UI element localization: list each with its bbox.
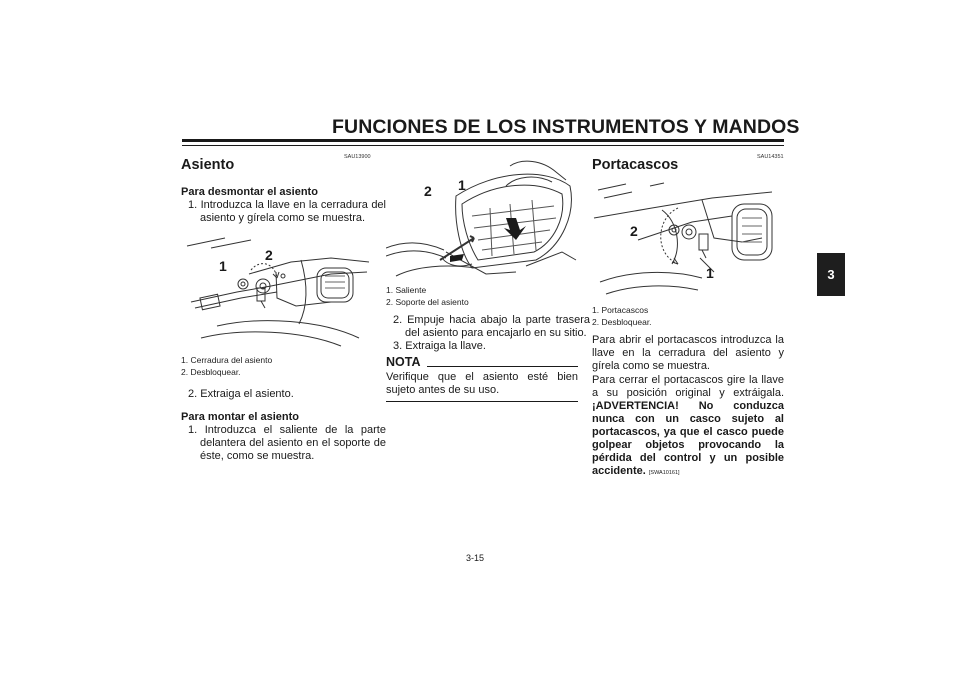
section-title-portacascos: Portacascos	[592, 157, 679, 173]
page-number: 3-15	[466, 553, 485, 563]
step-insert-key: 1. Introduzca la llave en la cerradura del asiento y gírela como se muestra.	[188, 199, 386, 224]
step-remove-seat: 2. Extraiga el asiento.	[188, 388, 294, 400]
paragraph-close-holder: Para cerrar el portacascos gire la llave a su posición original y extráigala.	[592, 374, 784, 399]
subheading-remove-seat: Para desmontar el asiento	[181, 186, 318, 198]
section-code-asiento: SAU13900	[344, 154, 371, 160]
figure-seat-mount	[386, 156, 578, 280]
step-remove-key: 3. Extraiga la llave.	[393, 340, 486, 352]
caption-1: 1. Saliente	[386, 285, 427, 295]
section-code-portacascos: SAU14351	[757, 154, 784, 160]
warning-text	[592, 400, 784, 480]
section-title-asiento: Asiento	[181, 157, 235, 173]
paragraph-open-holder: Para abrir el portacascos introduzca la llave en la cerradura del asiento y gírela como se muestra.	[592, 334, 784, 372]
warning-code: [SWA10161]	[648, 470, 680, 476]
figure-helmet-holder	[592, 178, 784, 300]
note-label: NOTA	[386, 355, 421, 369]
callout-1: 1	[219, 258, 227, 274]
header-rule-thin	[182, 145, 784, 146]
caption-1: 1. Cerradura del asiento	[181, 355, 273, 365]
figure-seat-lock	[181, 228, 375, 350]
warning-message: ¡ADVERTENCIA! No conduzca nunca con un casco sujeto al portacascos, ya que el casco puede golpear objetos provocando la pérdida del control y un posible accidente.	[592, 400, 784, 477]
header-rule-thick	[182, 139, 784, 142]
caption-1: 1. Portacascos	[592, 305, 649, 315]
step-insert-protrusion: 1. Introduzca el saliente de la parte delantera del asiento en el soporte de éste, como se muestra.	[188, 424, 386, 462]
subheading-install-seat: Para montar el asiento	[181, 411, 299, 423]
chapter-tab[interactable]: 3	[817, 253, 845, 296]
step-push-seat: 2. Empuje hacia abajo la parte trasera del asiento para encajarlo en su sitio.	[393, 314, 590, 339]
note-rule-top	[427, 366, 578, 367]
caption-2: 2. Desbloquear.	[592, 317, 652, 327]
callout-2: 2	[424, 183, 432, 199]
callout-1: 1	[706, 265, 714, 281]
callout-1: 1	[458, 177, 466, 193]
caption-2: 2. Desbloquear.	[181, 367, 241, 377]
note-text: Verifique que el asiento esté bien sujeto antes de su uso.	[386, 371, 578, 396]
note-rule-bottom	[386, 401, 578, 402]
page-header-title: FUNCIONES DE LOS INSTRUMENTOS Y MANDOS	[332, 116, 800, 138]
caption-2: 2. Soporte del asiento	[386, 297, 469, 307]
callout-2: 2	[265, 247, 273, 263]
callout-2: 2	[630, 223, 638, 239]
